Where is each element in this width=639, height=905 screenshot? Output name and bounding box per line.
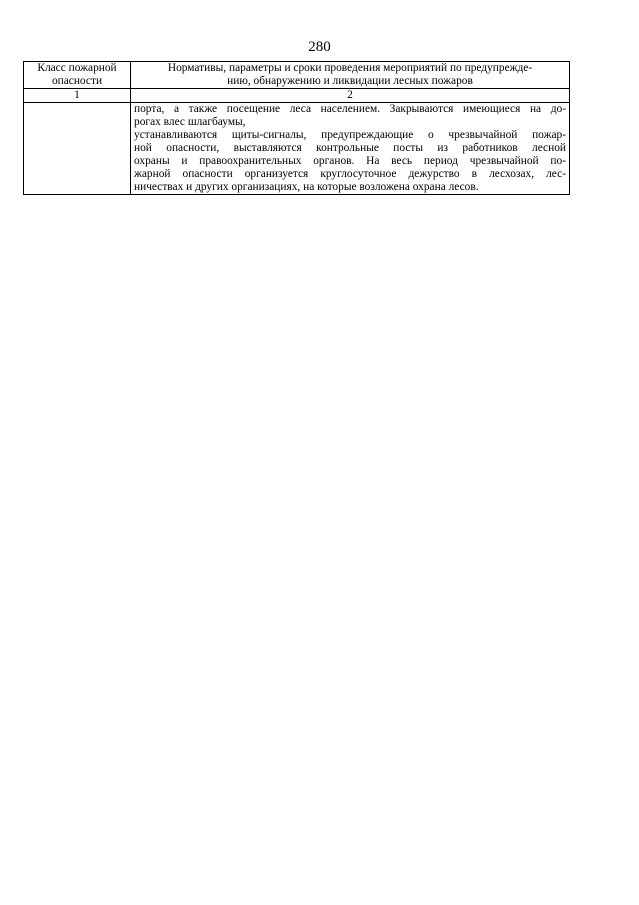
text-line: ной опасности, выставляются контрольные посты из работников лесной bbox=[134, 142, 566, 154]
table-row bbox=[24, 103, 570, 195]
text-line: охраны и правоохранительных органов. На весь период чрезвычайной по- bbox=[134, 155, 566, 167]
text-line: устанавливаются щиты-сигналы, предупреждающие о чрезвычайной пожар- bbox=[134, 129, 566, 141]
text-line: ничествах и других организациях, на которые возложена охрана лесов. bbox=[134, 181, 479, 193]
table-header-row bbox=[24, 62, 570, 89]
norms-cell bbox=[131, 103, 570, 195]
header-norms bbox=[131, 62, 570, 89]
header-col2-line: Нормативы, параметры и сроки проведения мероприятий по предупрежде- bbox=[167, 62, 533, 74]
header-fire-danger-class bbox=[24, 62, 131, 89]
header-col1-line: опасности bbox=[51, 75, 103, 87]
header-col2-line: нию, обнаружению и ликвидации лесных пожаров bbox=[227, 75, 473, 87]
text-line: жарной опасности организуется круглосуточное дежурство в лесхозах, лес- bbox=[134, 168, 566, 180]
fire-danger-class-cell bbox=[24, 103, 131, 195]
text-line: порта, а также посещение леса населением. Закрываются имеющиеся на до- bbox=[134, 103, 566, 115]
text-line: рогах влес шлагбаумы, bbox=[134, 116, 246, 128]
page-number: 280 bbox=[308, 39, 331, 55]
column-number-2: 2 bbox=[131, 89, 570, 103]
column-number-1: 1 bbox=[24, 89, 131, 103]
column-numbering-row bbox=[24, 89, 570, 103]
header-col1-line: Класс пожарной bbox=[37, 62, 117, 74]
fire-danger-table bbox=[23, 61, 570, 195]
